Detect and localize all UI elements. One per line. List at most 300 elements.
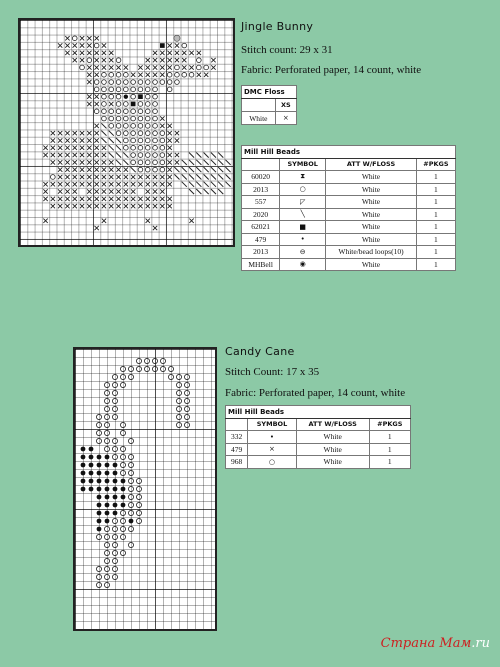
- bead-att-floss: White: [326, 258, 417, 271]
- chart-stitch: [104, 550, 109, 555]
- bead-pkgs: 1: [416, 183, 455, 196]
- bead-symbol: ×: [248, 443, 297, 456]
- chart-stitch: [145, 153, 150, 158]
- chart-stitch: [145, 124, 150, 129]
- chart-stitch: [43, 146, 47, 150]
- chart-stitch: [176, 398, 181, 403]
- bead-number: 332: [226, 431, 248, 444]
- chart-stitch: [87, 36, 91, 40]
- chart-stitch: [109, 109, 114, 114]
- chart-stitch: [167, 197, 171, 201]
- chart-stitch: [116, 152, 121, 157]
- chart-stitch: [124, 109, 129, 114]
- chart-stitch: [112, 390, 117, 395]
- chart-stitch: [109, 204, 113, 208]
- chart-stitch: [168, 366, 173, 371]
- chart-stitch: [112, 550, 117, 555]
- chart-stitch: [102, 58, 106, 62]
- chart-stitch: [211, 174, 216, 179]
- chart-stitch: [138, 197, 142, 201]
- chart-stitch: [124, 145, 129, 150]
- bead-number: 2013: [242, 246, 280, 259]
- chart-stitch: [87, 153, 91, 157]
- chart-stitch: [116, 80, 121, 85]
- chart-stitch: [121, 503, 126, 508]
- chart-stitch: [109, 116, 114, 121]
- chart-stitch: [105, 503, 110, 508]
- chart-stitch: [189, 65, 193, 69]
- chart-stitch: [109, 124, 114, 129]
- chart-stitch: [109, 58, 113, 62]
- chart-stitch: [97, 455, 102, 460]
- chart-stitch: [94, 87, 99, 92]
- chart-stitch: [51, 160, 55, 164]
- chart-stitch: [113, 503, 118, 508]
- chart-stitch: [160, 138, 165, 143]
- chart-stitch: [104, 446, 109, 451]
- chart-stitch: [160, 366, 165, 371]
- chart-stitch: [102, 189, 106, 193]
- mill-hill-beads-table-2: [225, 405, 411, 469]
- chart-stitch: [124, 116, 129, 121]
- chart-stitch: [87, 131, 91, 135]
- chart-stitch: [109, 138, 114, 143]
- chart-stitch: [138, 116, 143, 121]
- chart-stitch: [58, 153, 62, 157]
- chart-stitch: [112, 438, 117, 443]
- chart-stitch: [80, 58, 84, 62]
- chart-stitch: [146, 182, 150, 186]
- chart-stitch: [153, 94, 158, 99]
- chart-stitch: [87, 197, 91, 201]
- chart-stitch: [87, 43, 91, 47]
- chart-stitch: [102, 153, 106, 157]
- chart-stitch: [131, 197, 135, 201]
- chart-stitch: [112, 414, 117, 419]
- chart-stitch: [145, 131, 150, 136]
- chart-stitch: [167, 182, 171, 186]
- chart-stitch: [116, 167, 120, 171]
- chart-stitch: [153, 175, 157, 179]
- chart-stitch: [80, 182, 84, 186]
- chart-stitch: [184, 390, 189, 395]
- chart-stitch: [87, 189, 91, 193]
- chart-stitch: [112, 446, 117, 451]
- chart-stitch: [94, 43, 99, 48]
- bead-symbol: ◸: [280, 196, 326, 209]
- chart-stitch: [105, 479, 110, 484]
- candy-cane-symbols: [75, 349, 215, 629]
- bead-pkgs: 1: [416, 221, 455, 234]
- chart-stitch: [182, 65, 186, 69]
- chart-stitch: [109, 102, 113, 106]
- chart-stitch: [80, 43, 84, 47]
- chart-stitch: [112, 566, 117, 571]
- dmc-symbol: ×: [275, 112, 296, 125]
- chart-stitch: [51, 204, 55, 208]
- bead-symbol: •: [280, 233, 326, 246]
- bead-row: [226, 443, 411, 456]
- chart-stitch: [152, 366, 157, 371]
- chart-stitch: [105, 463, 110, 468]
- chart-stitch: [80, 51, 84, 55]
- chart-stitch: [102, 182, 106, 186]
- chart-stitch: [109, 94, 114, 99]
- chart-stitch: [160, 51, 164, 55]
- chart-stitch: [175, 138, 179, 142]
- chart-stitch: [102, 167, 106, 171]
- chart-stitch: [102, 102, 107, 107]
- bead-pkgs: 1: [416, 171, 455, 184]
- bead-number: 557: [242, 196, 280, 209]
- chart-stitch: [116, 72, 121, 77]
- chart-stitch: [116, 197, 120, 201]
- chart-stitch: [65, 204, 69, 208]
- chart-stitch: [152, 358, 157, 363]
- chart-stitch: [120, 382, 125, 387]
- chart-stitch: [128, 494, 133, 499]
- chart-stitch: [121, 495, 126, 500]
- chart-stitch: [73, 197, 77, 201]
- chart-stitch: [218, 160, 223, 165]
- chart-stitch: [124, 167, 128, 171]
- chart-stitch: [189, 189, 194, 194]
- bead-att-floss: White: [296, 443, 369, 456]
- bead-symbol: •: [248, 431, 297, 444]
- chart-stitch: [182, 72, 187, 77]
- chart-stitch: [102, 204, 106, 208]
- chart-stitch: [182, 160, 187, 165]
- chart-stitch: [167, 138, 171, 142]
- chart-stitch: [124, 87, 129, 92]
- chart-stitch: [160, 189, 164, 193]
- bead-att-floss: White: [326, 196, 417, 209]
- chart-stitch: [97, 471, 102, 476]
- chart-stitch: [128, 454, 133, 459]
- chart-stitch: [104, 414, 109, 419]
- chart-stitch: [131, 182, 135, 186]
- chart-stitch: [116, 102, 121, 107]
- chart-stitch: [129, 519, 134, 524]
- chart-stitch: [153, 145, 158, 150]
- bead-att-floss: White: [296, 431, 369, 444]
- chart-stitch: [102, 160, 106, 164]
- dmc-caption: DMC Floss: [242, 86, 297, 99]
- pattern2-fabric: Fabric: Perforated paper, 14 count, white: [225, 387, 406, 399]
- bead-number: MHBell: [242, 258, 280, 271]
- chart-stitch: [101, 131, 106, 136]
- chart-stitch: [160, 160, 165, 165]
- chart-stitch: [138, 182, 142, 186]
- chart-stitch: [104, 390, 109, 395]
- jingle-bunny-symbols: [20, 20, 233, 245]
- chart-stitch: [116, 94, 121, 99]
- chart-stitch: [105, 519, 110, 524]
- chart-stitch: [105, 487, 110, 492]
- chart-stitch: [97, 527, 102, 532]
- chart-stitch: [124, 131, 129, 136]
- bead-row: [242, 208, 456, 221]
- chart-stitch: [87, 65, 91, 69]
- chart-stitch: [184, 374, 189, 379]
- chart-stitch: [153, 65, 157, 69]
- chart-stitch: [225, 174, 230, 179]
- chart-stitch: [65, 51, 69, 55]
- chart-stitch: [96, 534, 101, 539]
- chart-stitch: [138, 145, 143, 150]
- bead-att-floss: White/bead loops(10): [326, 246, 417, 259]
- chart-stitch: [104, 558, 109, 563]
- chart-stitch: [138, 65, 142, 69]
- chart-stitch: [94, 109, 99, 114]
- chart-stitch: [131, 94, 136, 99]
- chart-stitch: [73, 160, 77, 164]
- chart-stitch: [65, 160, 69, 164]
- chart-stitch: [204, 152, 209, 157]
- chart-stitch: [204, 167, 209, 172]
- chart-stitch: [145, 160, 150, 165]
- chart-stitch: [112, 526, 117, 531]
- chart-stitch: [97, 503, 102, 508]
- chart-stitch: [94, 138, 98, 142]
- chart-stitch: [120, 454, 125, 459]
- bead-pkgs: 1: [416, 233, 455, 246]
- chart-stitch: [175, 43, 179, 47]
- chart-stitch: [145, 145, 150, 150]
- chart-stitch: [73, 43, 77, 47]
- chart-stitch: [73, 182, 77, 186]
- chart-stitch: [65, 146, 69, 150]
- chart-stitch: [124, 204, 128, 208]
- chart-stitch: [104, 526, 109, 531]
- chart-stitch: [124, 124, 129, 129]
- chart-stitch: [146, 189, 150, 193]
- chart-stitch: [94, 226, 98, 230]
- chart-stitch: [51, 175, 56, 180]
- chart-stitch: [124, 102, 129, 107]
- chart-stitch: [116, 131, 121, 136]
- chart-stitch: [145, 102, 150, 107]
- chart-stitch: [94, 58, 98, 62]
- chart-stitch: [128, 502, 133, 507]
- chart-stitch: [182, 174, 187, 179]
- chart-stitch: [160, 65, 164, 69]
- chart-stitch: [153, 204, 157, 208]
- chart-stitch: [104, 574, 109, 579]
- chart-stitch: [160, 116, 164, 120]
- chart-stitch: [96, 414, 101, 419]
- chart-stitch: [58, 131, 62, 135]
- chart-stitch: [112, 558, 117, 563]
- chart-stitch: [80, 153, 84, 157]
- chart-stitch: [97, 511, 102, 516]
- chart-stitch: [175, 65, 180, 70]
- chart-stitch: [153, 131, 158, 136]
- chart-stitch: [113, 511, 118, 516]
- chart-stitch: [65, 182, 69, 186]
- bead-symbol: ○: [280, 183, 326, 196]
- beads2-header-symbol: SYMBOL: [248, 418, 297, 431]
- chart-stitch: [120, 470, 125, 475]
- chart-stitch: [145, 138, 150, 143]
- chart-stitch: [138, 175, 142, 179]
- chart-stitch: [89, 487, 94, 492]
- chart-stitch: [184, 422, 189, 427]
- chart-stitch: [109, 175, 113, 179]
- chart-stitch: [131, 80, 136, 85]
- chart-stitch: [218, 174, 223, 179]
- chart-stitch: [80, 167, 84, 171]
- chart-stitch: [160, 358, 165, 363]
- chart-stitch: [94, 153, 98, 157]
- chart-stitch: [94, 160, 98, 164]
- chart-stitch: [80, 146, 84, 150]
- chart-stitch: [58, 182, 62, 186]
- chart-stitch: [167, 65, 171, 69]
- chart-stitch: [131, 109, 136, 114]
- chart-stitch: [196, 160, 201, 165]
- chart-stitch: [65, 43, 69, 47]
- chart-stitch: [65, 167, 69, 171]
- chart-stitch: [73, 153, 77, 157]
- chart-stitch: [73, 204, 77, 208]
- chart-stitch: [204, 189, 209, 194]
- chart-stitch: [87, 146, 91, 150]
- chart-stitch: [113, 463, 118, 468]
- chart-stitch: [65, 197, 69, 201]
- chart-stitch: [112, 454, 117, 459]
- chart-stitch: [136, 518, 141, 523]
- chart-stitch: [58, 160, 62, 164]
- chart-stitch: [72, 36, 77, 41]
- chart-stitch: [94, 51, 98, 55]
- chart-stitch: [81, 463, 86, 468]
- chart-stitch: [104, 398, 109, 403]
- bead-symbol: ⧗: [280, 171, 326, 184]
- chart-stitch: [189, 51, 193, 55]
- chart-stitch: [131, 204, 135, 208]
- chart-stitch: [225, 160, 230, 165]
- chart-stitch: [102, 65, 106, 69]
- chart-stitch: [80, 175, 84, 179]
- chart-stitch: [138, 167, 143, 172]
- chart-stitch: [197, 58, 202, 63]
- chart-stitch: [153, 80, 158, 85]
- chart-stitch: [211, 167, 216, 172]
- chart-stitch: [87, 80, 91, 84]
- chart-stitch: [58, 189, 62, 193]
- bead-row: [242, 196, 456, 209]
- chart-stitch: [102, 72, 107, 77]
- bead-symbol: ⊖: [280, 246, 326, 259]
- chart-stitch: [153, 138, 158, 143]
- chart-stitch: [87, 58, 92, 63]
- chart-stitch: [109, 65, 113, 69]
- chart-stitch: [189, 152, 194, 157]
- chart-stitch: [96, 430, 101, 435]
- chart-stitch: [51, 153, 55, 157]
- pattern2-title: Candy Cane: [225, 345, 295, 358]
- chart-stitch: [218, 189, 223, 194]
- chart-stitch: [128, 470, 133, 475]
- chart-stitch: [131, 116, 136, 121]
- chart-stitch: [58, 204, 62, 208]
- chart-stitch: [94, 204, 98, 208]
- chart-stitch: [124, 197, 128, 201]
- chart-stitch: [153, 102, 158, 107]
- chart-stitch: [81, 447, 86, 452]
- chart-stitch: [138, 131, 143, 136]
- chart-stitch: [145, 87, 150, 92]
- chart-stitch: [109, 167, 113, 171]
- chart-stitch: [160, 204, 164, 208]
- chart-stitch: [138, 80, 143, 85]
- chart-stitch: [87, 182, 91, 186]
- chart-stitch: [131, 73, 135, 77]
- chart-stitch: [109, 152, 114, 157]
- chart-stitch: [145, 167, 150, 172]
- chart-stitch: [120, 550, 125, 555]
- chart-stitch: [218, 167, 223, 172]
- bead-att-floss: White: [296, 456, 369, 469]
- chart-stitch: [128, 366, 133, 371]
- chart-stitch: [105, 455, 110, 460]
- chart-stitch: [58, 146, 62, 150]
- chart-stitch: [204, 182, 209, 187]
- chart-stitch: [153, 51, 157, 55]
- chart-stitch: [153, 226, 157, 230]
- chart-stitch: [184, 398, 189, 403]
- bead-row: [226, 431, 411, 444]
- bead-row: [242, 221, 456, 234]
- chart-stitch: [109, 131, 114, 136]
- chart-stitch: [116, 87, 121, 92]
- chart-stitch: [120, 534, 125, 539]
- chart-stitch: [128, 438, 133, 443]
- chart-stitch: [102, 146, 106, 150]
- chart-stitch: [116, 182, 120, 186]
- chart-stitch: [87, 138, 91, 142]
- chart-stitch: [136, 510, 141, 515]
- chart-stitch: [167, 124, 171, 128]
- bead-number: 479: [242, 233, 280, 246]
- watermark-text: Страна Мам: [380, 636, 472, 651]
- chart-stitch: [145, 109, 150, 114]
- chart-stitch: [167, 87, 172, 92]
- bead-number: 60020: [242, 171, 280, 184]
- chart-stitch: [101, 138, 106, 143]
- chart-stitch: [182, 43, 187, 48]
- chart-stitch: [128, 478, 133, 483]
- chart-stitch: [102, 43, 106, 47]
- bead-pkgs: 1: [369, 456, 410, 469]
- chart-stitch: [153, 109, 158, 114]
- chart-stitch: [51, 197, 55, 201]
- bead-row: [242, 233, 456, 246]
- bead-number: 62021: [242, 221, 280, 234]
- chart-stitch: [124, 189, 128, 193]
- chart-stitch: [160, 167, 165, 172]
- chart-stitch: [167, 58, 171, 62]
- chart-stitch: [80, 160, 84, 164]
- chart-stitch: [109, 87, 114, 92]
- chart-stitch: [160, 73, 164, 77]
- chart-stitch: [138, 102, 143, 107]
- chart-stitch: [138, 153, 143, 158]
- chart-stitch: [138, 124, 143, 129]
- chart-stitch: [176, 382, 181, 387]
- chart-stitch: [109, 182, 113, 186]
